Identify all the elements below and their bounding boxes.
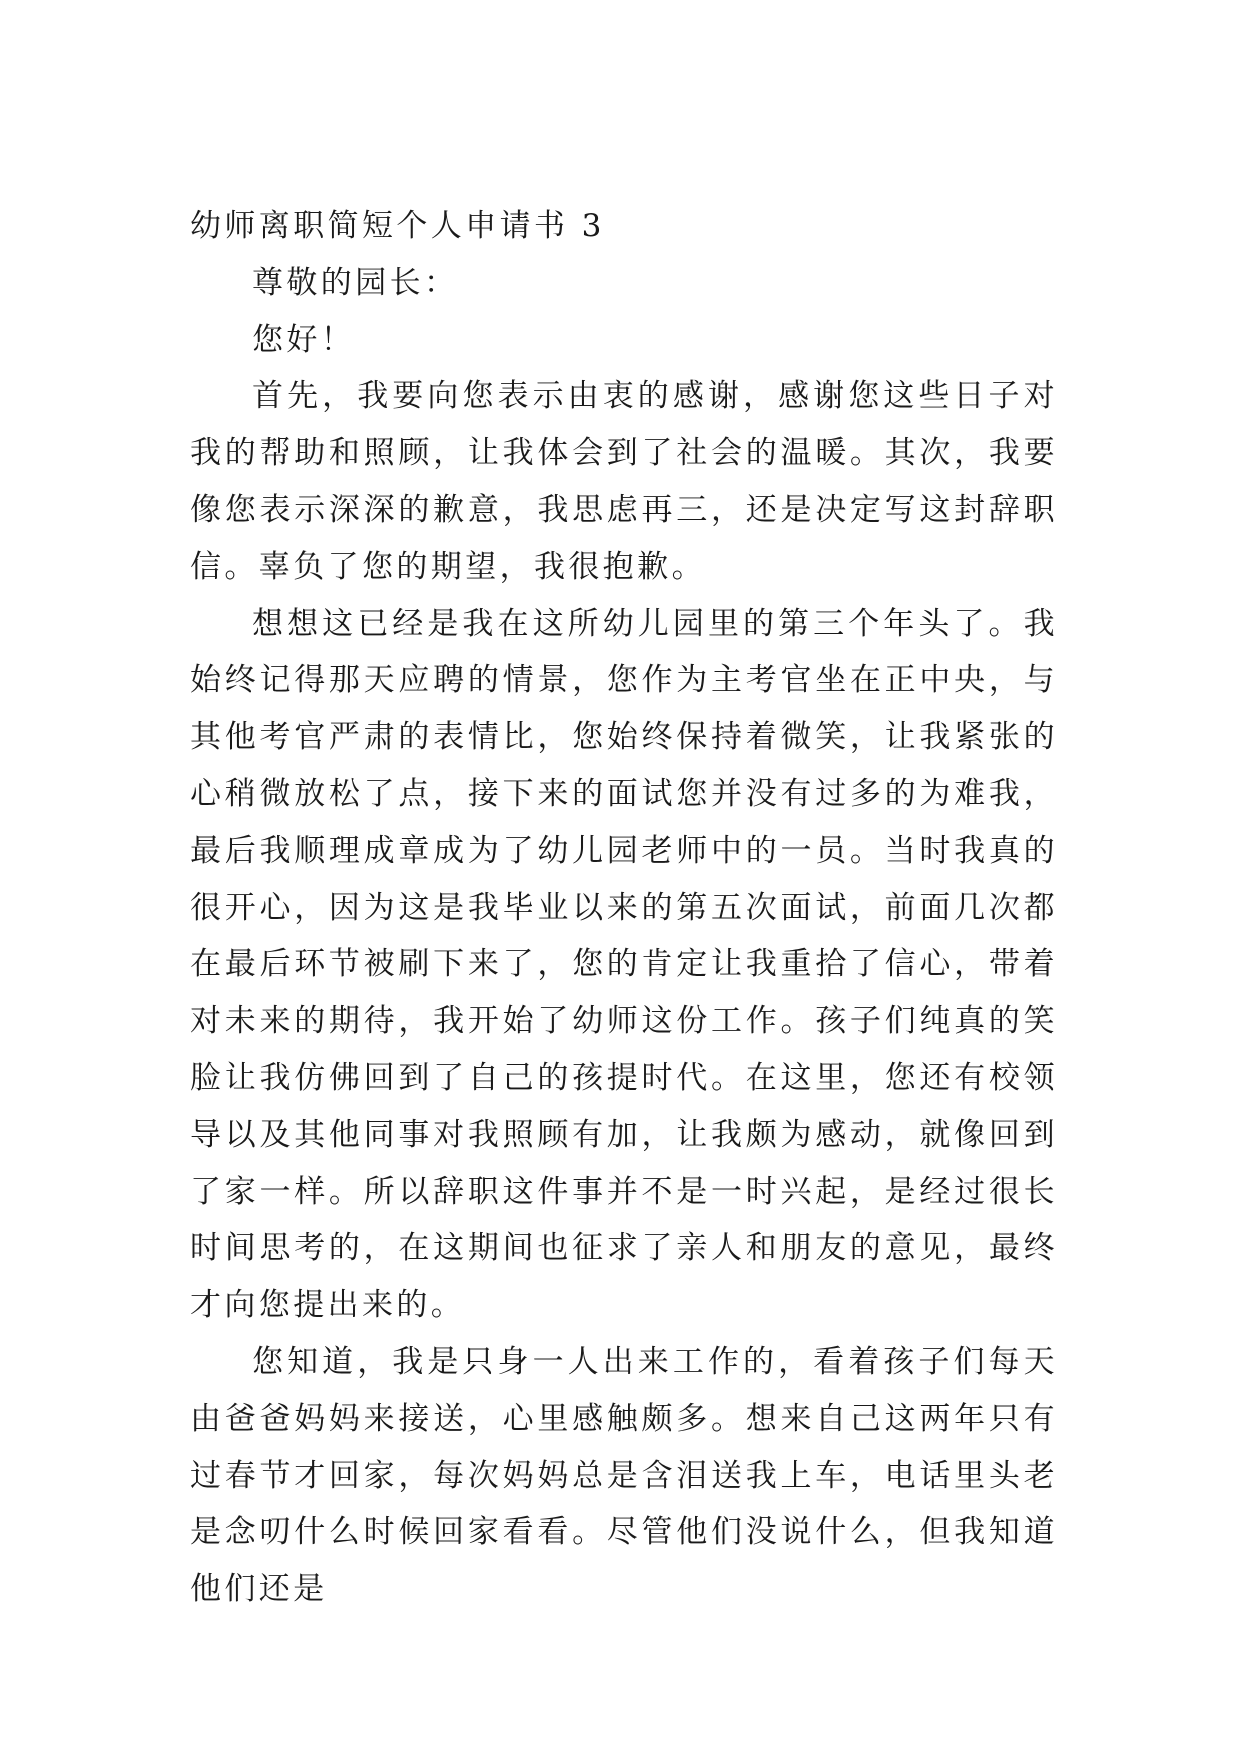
document-title: 幼师离职简短个人申请书 3	[190, 208, 605, 244]
paragraph-family: 您知道，我是只身一人出来工作的，看着孩子们每天由爸爸妈妈来接送，心里感触颇多。想来自己这两年只有过春节才回家，每次妈妈总是含泪送我上车，电话里头老是念叨什么时候回家看看。尽管他们没说什么，但我知道他们还是	[190, 1343, 1058, 1608]
greeting: 您好！	[252, 321, 356, 358]
paragraph-memories: 想想这已经是我在这所幼儿园里的第三个年头了。我始终记得那天应聘的情景，您作为主考官坐在正中央，与其他考官严肃的表情比，您始终保持着微笑，让我紧张的心稍微放松了点，接下来的面试您并没有过多的为难我，最后我顺理成章成为了幼儿园老师中的一员。当时我真的很开心，因为这是我毕业以来的第五次面试，前面几次都在最后环节被刷下来了，您的肯定让我重拾了信心，带着对未来的期待，我开始了幼师这份工作。孩子们纯真的笑脸让我仿佛回到了自己的孩提时代。在这里，您还有校领导以及其他同事对我照顾有加，让我颇为感动，就像回到了家一样。所以辞职这件事并不是一时兴起，是经过很长时间思考的，在这期间也征求了亲人和朋友的意见，最终才向您提出来的。	[190, 605, 1058, 1324]
paragraph-thanks: 首先，我要向您表示由衷的感谢，感谢您这些日子对我的帮助和照顾，让我体会到了社会的温暖。其次，我要像您表示深深的歉意，我思虑再三，还是决定写这封辞职信。辜负了您的期望，我很抱歉。	[190, 378, 1058, 585]
salutation: 尊敬的园长：	[252, 264, 459, 301]
document-body	[190, 198, 1058, 1618]
